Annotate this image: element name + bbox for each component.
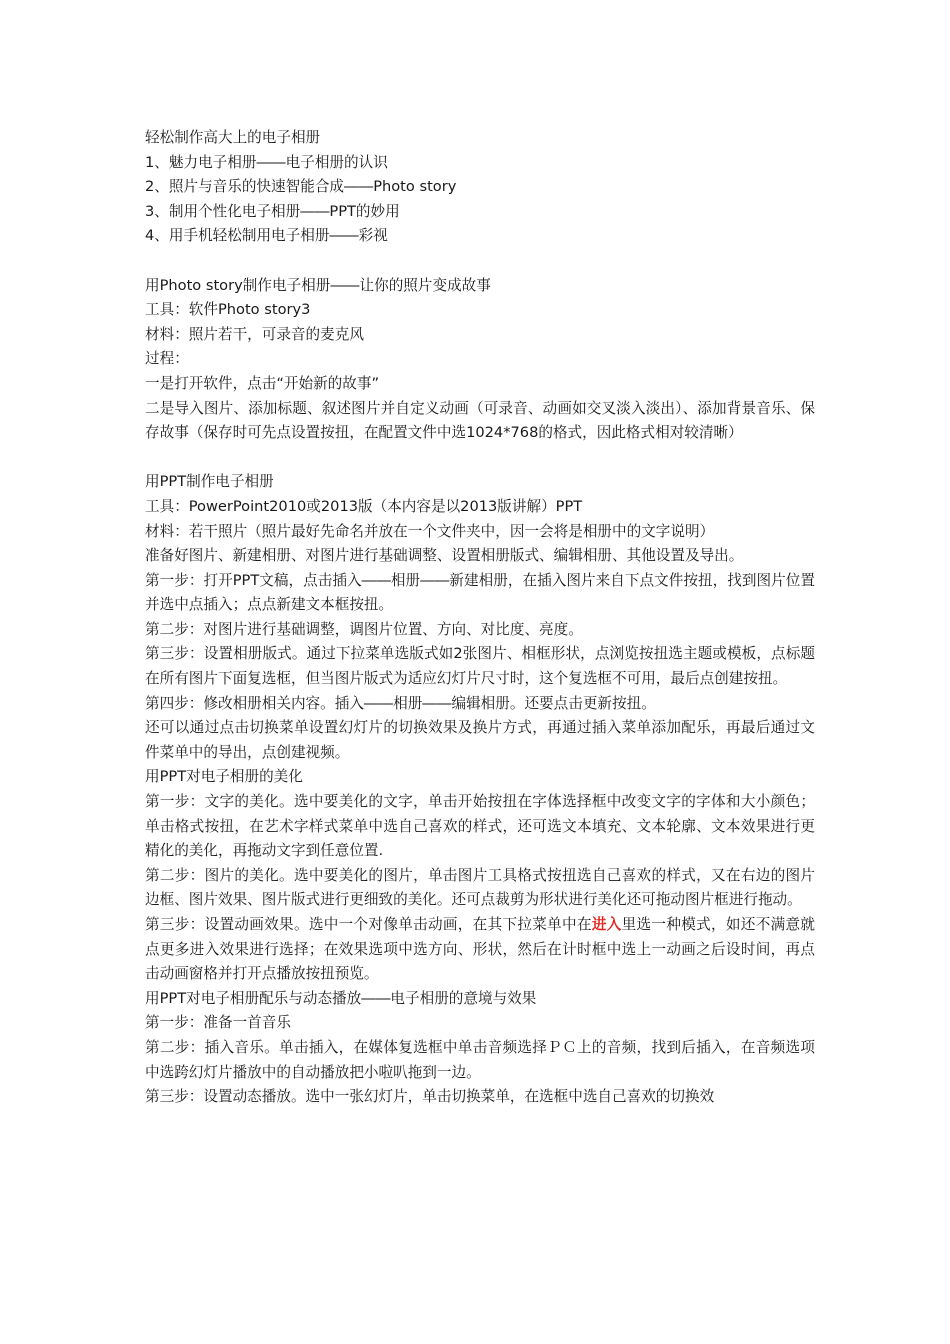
ppt-prep: 准备好图片、新建相册、对图片进行基础调整、设置相册版式、编辑相册、其他设置及导出。 [145, 547, 744, 565]
photostory-process: 过程： [145, 350, 189, 368]
ppt-material: 材料：若干照片（照片最好先命名并放在一个文件夹中，因一会将是相册中的文字说明） [145, 522, 715, 540]
outline-item-1: 1、魅力电子相册――电子相册的认识 [145, 153, 388, 171]
beautify-heading: 用PPT对电子相册的美化 [145, 768, 303, 786]
beautify-step-3-end: 里选一种模式，如还不满意就点更多进入效果进行选择；在效果选项中选方向、形状，然后在计时框中选上一动画之后设时间，再点击动画窗格并打开点播放按扭预览。 [145, 916, 815, 983]
highlighted-word: 进入 [591, 916, 622, 933]
outline-item-3: 3、制用个性化电子相册――PPT的妙用 [145, 202, 400, 220]
ppt-step-3: 第三步：设置相册版式。通过下拉菜单选版式如2张图片、相框形状，点浏览按扭选主题或模板，点标题在所有图片下面复选框，但当图片版式为适应幻灯片尺寸时，这个复选框不可用，最后点创建按扭。 [145, 645, 815, 688]
ppt-extra: 还可以通过点击切换菜单设置幻灯片的切换效果及换片方式，再通过插入菜单添加配乐，再最后通过文件菜单中的导出，点创建视频。 [145, 719, 815, 761]
music-step-3: 第三步：设置动态播放。选中一张幻灯片，单击切换菜单，在选框中选自己喜欢的切换效 [145, 1088, 715, 1106]
photostory-material: 材料：照片若干，可录音的麦克风 [145, 325, 364, 343]
blank-line [145, 249, 815, 274]
photostory-tool: 工具：软件Photo story3 [145, 301, 311, 319]
photostory-step-2: 二是导入图片、添加标题、叙述图片并自定义动画（可录音、动画如交叉淡入淡出）、添加背景音乐、保存故事（保存时可先点设置按扭，在配置文件中选1024*768的格式，因此格式相对较清晰） [145, 399, 815, 442]
beautify-step-1: 第一步：文字的美化。选中要美化的文字，单击开始按扭在字体选择框中改变文字的字体和大小颜色；单击格式按扭，在艺术字样式菜单中选自己喜欢的样式，还可选文本填充、文本轮廓、文本效果进行更精化的美化，再拖动文字到任意位置. [145, 793, 815, 860]
beautify-step-3 [145, 913, 815, 987]
ppt-step-2: 第二步：对图片进行基础调整，调图片位置、方向、对比度、亮度。 [145, 620, 583, 638]
ppt-tool: 工具：PowerPoint2010或2013版（本内容是以2013版讲解）PPT [145, 497, 583, 515]
outline-item-2: 2、照片与音乐的快速智能合成――Photo story [145, 178, 457, 196]
music-step-1: 第一步：准备一首音乐 [145, 1014, 291, 1032]
document-title: 轻松制作高大上的电子相册 [145, 129, 321, 146]
blank-line [145, 446, 815, 471]
music-step-2: 第二步：插入音乐。单击插入，在媒体复选框中单击音频选择ＰＣ上的音频，找到后插入，在音频选项中选跨幻灯片播放中的自动播放把小啦叭拖到一边。 [145, 1038, 815, 1081]
document-body [145, 126, 815, 1110]
beautify-step-3-start: 第三步：设置动画效果。选中一个对像单击动画，在其下拉菜单中在 [145, 916, 592, 933]
ppt-step-4: 第四步：修改相册相关内容。插入――相册――编辑相册。还要点击更新按扭。 [145, 694, 656, 712]
outline-item-4: 4、用手机轻松制用电子相册――彩视 [145, 227, 388, 245]
beautify-step-2: 第二步：图片的美化。选中要美化的图片，单击图片工具格式按扭选自己喜欢的样式，又在右边的图片边框、图片效果、图片版式进行更细致的美化。还可点裁剪为形状进行美化还可拖动图片框进行拖动。 [145, 866, 815, 909]
photostory-heading: 用Photo story制作电子相册――让你的照片变成故事 [145, 276, 491, 294]
ppt-heading: 用PPT制作电子相册 [145, 473, 274, 491]
ppt-step-1: 第一步：打开PPT文稿，点击插入――相册――新建相册，在插入图片来自下点文件按扭，找到图片位置并选中点插入；点点新建文本框按扭。 [145, 571, 815, 614]
music-heading: 用PPT对电子相册配乐与动态播放――电子相册的意境与效果 [145, 989, 537, 1007]
photostory-step-1: 一是打开软件，点击“开始新的故事” [145, 374, 380, 392]
